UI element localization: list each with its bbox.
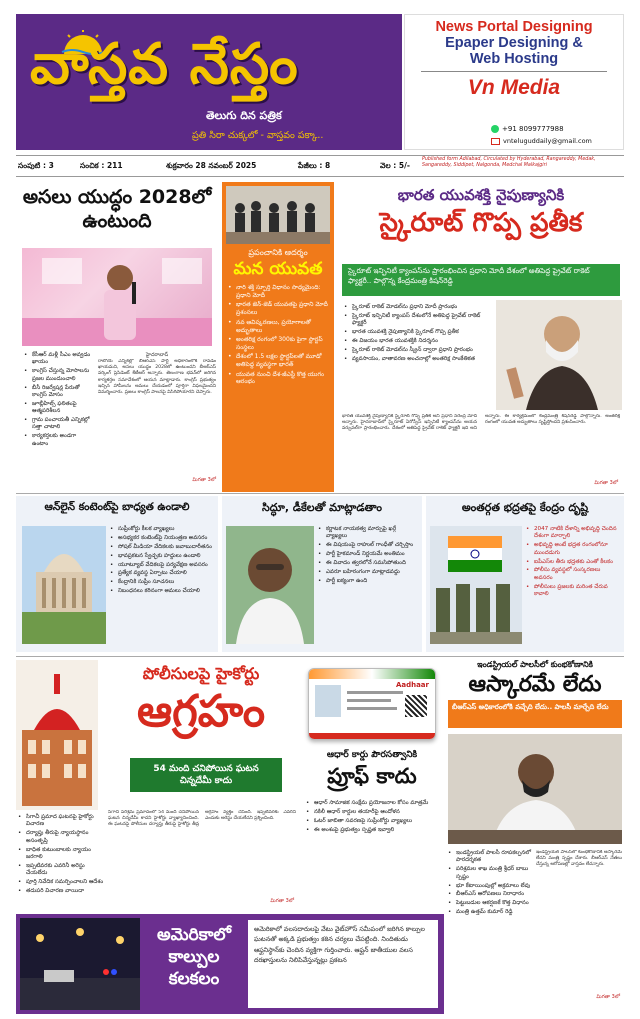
bullet: • పోలీసు వ్యవస్థలో సంస్కరణలు అవసరం xyxy=(526,567,620,582)
bullet: • కార్యకర్తలకు అండగా ఉంటాం xyxy=(24,433,94,448)
ktr-photo xyxy=(22,248,212,346)
bullet: • 2047 నాటికి దేశాన్ని అభివృద్ధి చెందిన దేశంగా మార్చాలి xyxy=(526,526,620,541)
headline: అంతర్గత భద్రతపై కేంద్రం దృష్టి xyxy=(461,501,589,514)
bullet: • అభివృద్ధి అంటే భద్రత రంగంలోనూ ముందడుగు xyxy=(526,542,620,557)
ad-line-3: Web Hosting xyxy=(469,51,559,67)
bullet: • ఈ వివాదం త్వరలోనే సమసిపోతుంది xyxy=(318,560,418,567)
bullet: • దర్యాప్తు తీరుపై న్యాయస్థానం అసంతృప్తి xyxy=(18,830,104,845)
story-youth xyxy=(222,182,334,492)
headline: ఆస్కారమే లేదు xyxy=(468,672,602,697)
youth-bullets xyxy=(228,284,330,388)
bullet: • అసభ్యకర కంటెంట్‌పై నియంత్రణ అవసరం xyxy=(110,535,214,542)
bullet: • ప్రత్యేక వ్యవస్థ ఏర్పాటు చేయాలి xyxy=(110,570,214,577)
online-bullets xyxy=(110,526,214,597)
story-online-content xyxy=(16,496,218,652)
headline: అమెరికాలో కాల్పుల కలకలం xyxy=(157,925,231,990)
supreme-court-photo xyxy=(22,526,106,644)
masthead xyxy=(16,14,402,150)
vn-media-ad xyxy=(404,14,624,150)
publication-info: Published form Adilabad, Circulated by Hyderabad, Rangareddy, Medak, Sangareddy, Siddipet, Nalgonda, Medchal Malkajgiri xyxy=(422,157,596,168)
continued[interactable]: మిగతా 3లో xyxy=(594,480,618,486)
bullet: • పూర్తి నివేదిక సమర్పించాలని ఆదేశం xyxy=(18,879,104,886)
story-kharge xyxy=(222,496,422,652)
headline: అసలు యుద్ధం 2028లో ఉంటుంది xyxy=(22,186,212,232)
bullet: • నిబంధనలు కఠినంగా అమలు చేయాలి xyxy=(110,588,214,595)
bullet: • పోలీసులు ప్రజలకు మరింత చేరువ కావాలి xyxy=(526,584,620,599)
bullet: • కర్ణాటక నాయకత్వ మార్పుపై ఖర్గే వ్యాఖ్యలు xyxy=(318,526,418,541)
story-us-shooting xyxy=(16,914,444,1014)
continued[interactable]: మిగతా 3లో xyxy=(192,477,216,483)
bullet: • స్కైరూట్ ఇన్ఫినిటీ క్యాంపస్ దేశంలోనే అతిపెద్ద ప్రైవేట్ రాకెట్ ఫ్యాక్టరీ xyxy=(344,313,492,328)
kicker: ఆధార్ కార్డు పౌరసత్వానికి xyxy=(326,750,418,760)
high-court-ribbon: 54 మంది చనిపోయిన ఘటన చిన్నదేమీ కాదు xyxy=(130,758,282,792)
bullet: • బాధిత కుటుంబాలకు న్యాయం జరగాలి xyxy=(18,847,104,862)
continued[interactable]: మిగతా 3లో xyxy=(596,994,620,1000)
high-court-building-photo xyxy=(16,660,98,810)
bullet: • బీఆర్ఎస్ ఆరోపణలు నిరాధారం xyxy=(448,891,532,898)
bullet: • ఈ విజయం భారత యువశక్తికి నిదర్శనం xyxy=(344,338,492,345)
skyroot-bullets xyxy=(344,304,492,365)
kicker: ప్రపంచానికి ఆదర్శం xyxy=(248,248,308,257)
aadhaar-bullets xyxy=(306,800,440,836)
bullet: • నకిలీ ఆధార్ కార్డుల తయారీపై ఆందోళన xyxy=(306,809,440,816)
bullet: • పార్టీ హైకమాండ్ నిర్ణయమే అంతిమం xyxy=(318,551,418,558)
story-aadhaar xyxy=(302,660,442,910)
bullet: • నారి శక్తి స్ఫూర్తి విధానం సాధ్యమైంది: ప్రధాని మోదీ xyxy=(228,284,330,300)
ad-brand: Vn Media xyxy=(467,76,561,99)
paper-slogan: ప్రతి సిరా చుక్కలో - వాస్తవం పక్కా.. xyxy=(192,130,324,141)
headline: ఆగ్రహం xyxy=(136,686,266,737)
soldiers-flag-photo xyxy=(430,526,522,644)
high-court-bullets xyxy=(18,814,104,897)
bullet: • ఈ అంశంపై ప్రభుత్వం స్పష్టత ఇవ్వాలి xyxy=(306,827,440,834)
kicker: భారత యువశక్తి నైపుణ్యానికి xyxy=(397,186,565,204)
bullet: • స్కైరూట్ రాకెట్ మోడల్‌ను స్క్రీన్ ద్వారా ప్రధాని ప్రారంభం xyxy=(344,347,492,354)
story-body: భారత యువశక్తి నైపుణ్యానికి స్కైరూట్ గొప్ప ప్రతీక అని ప్రధాని నరేంద్ర మోదీ అన్నారు. హైదరాబాద్‌లో స్కైరూట్ ఏరోస్పేస్ ఇన్ఫినిటీ క్యాంపస్‌ను ఆయన వర్చువల్‌గా ప్రారంభించారు. దేశంలో అతిపెద్ద ప్రైవేట్ రాకెట్ ఫ్యాక్టరీ ఇది అని అన్నారు. ఈ కార్యక్రమంలో కేంద్రమంత్రి కిషన్‌రెడ్డి పాల్గొన్నారు. అంతరిక్ష రంగంలో యువత అద్భుతాలు సృష్టిస్తోందని ప్రశంసించారు. xyxy=(342,414,620,432)
security-bullets xyxy=(526,526,620,600)
bullet: • భూ కేటాయింపుల్లో అక్రమాలు లేవు xyxy=(448,883,532,890)
story-body: సిగాచీ పరిశ్రమ ప్రమాదంలో 54 మంది చనిపోయిన ఘటన చిన్నదేమీ కాదని హైకోర్టు వ్యాఖ్యానించింది. ఈ ఘటనపై పోలీసుల దర్యాప్తు తీరుపై హైకోర్టు తీవ్ర ఆగ్రహం వ్యక్తం చేసింది. ఇప్పటివరకు ఎవరినీ ఎందుకు అరెస్టు చేయలేదని ప్రశ్నించింది. xyxy=(108,810,296,828)
paper-subtitle: తెలుగు దిన పత్రిక xyxy=(206,109,282,122)
bullet: • అంతరిక్ష రంగంలో 300కు పైగా స్టార్టప్ సంస్థలు xyxy=(228,336,330,352)
bullet: • పార్టీ ఐక్యంగా ఉంది xyxy=(318,578,418,585)
bullet: • సిగాచీ ప్రమాద ఘటనపై హైకోర్టు విచారణ xyxy=(18,814,104,829)
night-street-photo xyxy=(20,918,140,1010)
industrial-bullets xyxy=(448,850,532,918)
headline: మన యువత xyxy=(233,259,323,279)
bullet: • స్కైరూట్ రాకెట్ మోడల్‌ను ప్రధాని మోదీ ప్రారంభం xyxy=(344,304,492,311)
headline: స్కైరూట్ గొప్ప ప్రతీక xyxy=(379,208,583,238)
continued[interactable]: మిగతా 3లో xyxy=(270,898,294,904)
bullet: • ఇండస్ట్రియల్ పాలసీ రూపకల్పనలో పారదర్శకత xyxy=(448,850,532,865)
bullet: • నవ ఆవిష్కరణలు, ప్రయోగాలతో అద్భుతాలు xyxy=(228,319,330,335)
skyroot-ribbon: స్కైరూట్ ఇన్ఫినిటీ క్యాంపస్‌ను ప్రారంభించిన ప్రధాని మోదీ దేశంలో అతిపెద్ద ప్రైవేట్ రాకెట్ ఫ్యాక్టరీ.. పాల్గొన్న కేంద్రమంత్రి కిషన్‌రెడ్డి xyxy=(342,264,620,296)
bullet: • బీసీ రిజర్వేషన్ల పేరుతో కాంగ్రెస్ మోసం xyxy=(24,385,94,400)
kharge-photo xyxy=(226,526,314,644)
whatsapp-icon xyxy=(491,125,499,133)
bullet: • యువత నుంచి దేశ-జీఎస్టీ కొత్త యుగం ఆరంభం xyxy=(228,371,330,387)
bullet: • సోషల్ మీడియా వేదికలకు జవాబుదారీతనం xyxy=(110,544,214,551)
issue-number: సంచిక : 211 xyxy=(80,161,123,170)
kicker: పోలీసులపై హైకోర్టు xyxy=(142,664,260,683)
headline: సిద్ధూ, డీకేలతో మాట్లాడతాం xyxy=(262,501,382,514)
bullet: • గ్రామ పంచాయతీ ఎన్నికల్లో సత్తా చాటాలి xyxy=(24,417,94,432)
story-internal-security xyxy=(426,496,624,652)
story-ktr xyxy=(16,182,218,492)
story-skyroot xyxy=(338,182,624,492)
bullet: • యూట్యూబ్ వేదికలపై పర్యవేక్షణ అవసరం xyxy=(110,562,214,569)
headline: ఆన్‌లైన్ కంటెంట్‌పై బాధ్యత ఉండాలి xyxy=(44,501,190,513)
story-body: రాబోయే ఎన్నికల్లో బీఆర్ఎస్ పార్టీ అధికారంలోకి రావడం ఖాయమని, అసలు యుద్ధం 2028లో ఉంటుందని బీఆర్ఎస్ వర్కింగ్ ప్రెసిడెంట్ కేటీఆర్ అన్నారు. తెలంగాణ భవన్‌లో జరిగిన కార్యకర్తల సమావేశంలో ఆయన మాట్లాడారు. కాంగ్రెస్ ప్రభుత్వం ఇచ్చిన హామీలను అమలు చేయడంలో పూర్తిగా విఫలమైందని విమర్శించారు. ప్రజలు కాంగ్రెస్ పాలనపై విసిగిపోయారని చెప్పారు. xyxy=(98,359,216,395)
minister-photo xyxy=(448,734,622,844)
card-label: Aadhaar xyxy=(395,681,429,689)
ad-phone: +91 8099777988 xyxy=(502,125,564,133)
bullet: • ఓటర్ జాబితా సవరణపై సుప్రీంకోర్టు వ్యాఖ్యలు xyxy=(306,818,440,825)
headline: ప్రూఫ్ కాదు xyxy=(327,764,417,788)
pages: పేజీలు : 8 xyxy=(298,161,331,170)
bullet: • దేశంలో 1.5 లక్షల స్టార్టప్‌లతో మూడో అతిపెద్ద వ్యవస్థగా భారత్ xyxy=(228,353,330,369)
bullet: • జూబ్లీహిల్స్ ఫలితంపై ఆత్మపరిశీలన xyxy=(24,401,94,416)
dateline: హైదరాబాద్ xyxy=(145,352,169,358)
bullet: • కాంగ్రెస్ చేస్తున్న మోసాలను ప్రజల ముందుంచాలి xyxy=(24,368,94,383)
kharge-bullets xyxy=(318,526,418,587)
story-high-court xyxy=(16,660,298,910)
ad-line-2: Epaper Designing & xyxy=(445,35,583,51)
bullet: • వ్యవసాయం, వాతావరణ అంచనాల్లో అంతరిక్ష సాంకేతికత xyxy=(344,356,492,363)
bullet: • సుప్రీంకోర్టు కీలక వ్యాఖ్యలు xyxy=(110,526,214,533)
bullet: • భారత యువశక్తి నైపుణ్యానికి స్కైరూట్ గొప్ప ప్రతీక xyxy=(344,329,492,336)
bullet: • ఆధార్ సామాజిక సంక్షేమ ప్రయోజనాల కోసం మాత్రమే xyxy=(306,800,440,807)
ad-email: vnteluguddaily@gmail.com xyxy=(503,137,592,145)
bullet: • కేంద్రానికి సుప్రీం సూచనలు xyxy=(110,579,214,586)
bullet: • తదుపరి విచారణ వాయిదా xyxy=(18,888,104,895)
ktr-bullets xyxy=(24,352,94,450)
story-industrial-policy xyxy=(446,660,624,1016)
volume: సంపుటి : 3 xyxy=(18,161,54,170)
bullet: • పెట్టుబడుల ఆకర్షణకే కొత్త విధానం xyxy=(448,900,532,907)
bullet: • మంత్రి ఉత్తమ్ కుమార్ రెడ్డి xyxy=(448,909,532,916)
story-body: అమెరికాలో వలసదారులపై వేటు వైట్‌హౌస్ సమీపంలో జరిగిన కాల్పుల ఘటనతో అక్కడి ప్రభుత్వం కఠిన చర్యలు చేపట్టింది. నిందితుడు ఆఫ్ఘనిస్థాన్‌కు చెందిన వ్యక్తిగా గుర్తించారు. ఆఫ్ఘన్ జాతీయుల వలస దరఖాస్తులను నిలిపివేస్తున్నట్లు ప్రకటన xyxy=(248,920,438,1008)
bullet: • పరిశ్రమల శాఖ మంత్రి శ్రీధర్ బాబు స్పష్టం xyxy=(448,866,532,881)
bullet: • కేసీఆర్ మళ్లీ సీఎం అవ్వడం ఖాయం xyxy=(24,352,94,367)
bullet: • భారత జెన్-జెడ్ యువతపై ప్రధాని మోదీ ప్రశంసలు xyxy=(228,301,330,317)
issue-bar xyxy=(16,155,624,177)
price: వెల : 5/- xyxy=(380,161,410,170)
bullet: • ఈ విషయంపై రాహుల్ గాంధీతో చర్చిస్తాం xyxy=(318,542,418,549)
modi-youth-photo xyxy=(226,186,330,244)
paper-title: వాస్తవ నేస్తం xyxy=(30,31,299,97)
modi-photo xyxy=(496,300,622,410)
bullet: • ఇప్పటివరకు ఎవరినీ అరెస్టు చేయలేదు xyxy=(18,863,104,878)
bullet: • ఐపీఎస్‌ల తీరు భద్రతకు ఎంతో కీలకం xyxy=(526,559,620,566)
issue-date: శుక్రవారం 28 నవంబర్ 2025 xyxy=(166,161,257,170)
bullet: • భావప్రకటన స్వేచ్ఛకు హద్దులు ఉండాలి xyxy=(110,553,214,560)
bullet: • ఎవరూ బహిరంగంగా మాట్లాడవద్దు xyxy=(318,569,418,576)
story-body: ఇండస్ట్రియల్ పాలసీలో కుంభకోణానికి ఆస్కారమే లేదని మంత్రి స్పష్టం చేశారు. బీఆర్ఎస్ నేతలు చేస్తున్న ఆరోపణల్లో వాస్తవం లేదన్నారు. xyxy=(536,850,622,868)
aadhaar-card-image xyxy=(308,668,436,740)
ad-line-1: News Portal Designing xyxy=(435,19,593,35)
industrial-ribbon: బీఆర్ఎస్ అధికారంలోకి వచ్చేది లేదు.. పాలసీ మార్చేది లేదు xyxy=(448,700,622,728)
gmail-icon xyxy=(491,138,500,145)
kicker: ఇండస్ట్రియల్ పాలసీలో కుంభకోణానికి xyxy=(477,660,593,669)
